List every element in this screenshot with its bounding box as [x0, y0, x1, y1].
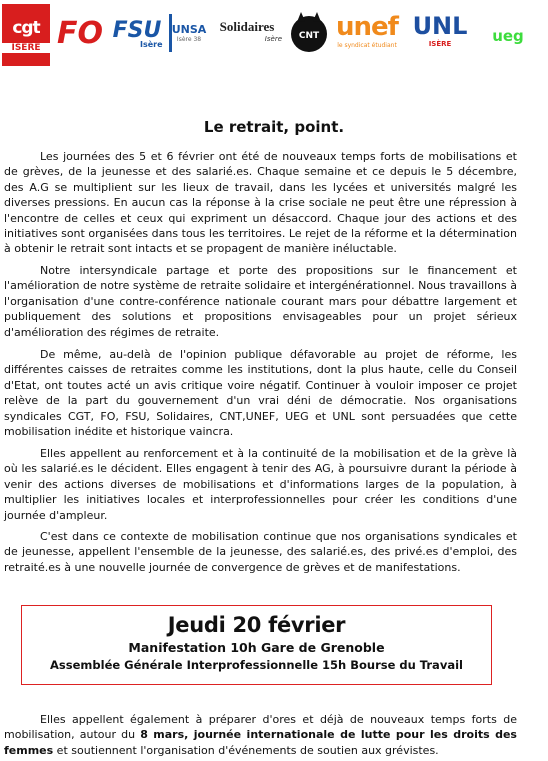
- announcement-box: [21, 605, 492, 685]
- event-date: Jeudi 20 février: [167, 613, 346, 637]
- closing-text-start: Elles appellent également à préparer d'ores et déjà de nouveaux temps forts de mobilisation, autour du: [4, 713, 517, 742]
- ueg-logo: [478, 24, 538, 48]
- unsa-logo-sub: Isère 38: [176, 36, 202, 43]
- paragraph: Elles appellent au renforcement et à la continuité de la mobilisation et de la grève là où les salarié.es le décident. Elles engagent à tenir des AG, à poursuivre durant la période à venir des actions diverses de mobilisations et d'informations larges de la population, à multiplier les initiatives locales et interprofessionnelles pour créer les conditions d'une journée d'ampleur.: [4, 447, 517, 522]
- unsa-logo: [169, 14, 206, 52]
- fsu-logo-sub: Isère: [140, 40, 163, 49]
- unl-logo: [410, 8, 470, 52]
- paragraph: De même, au-delà de l'opinion publique défavorable au projet de réforme, les différentes caisses de retraites comme les institutions, dont la plus haute, celle du Conseil d'Etat, ont toutes acté un avis critique voire négatif. Continuer à vouloir imposer ce projet relève de la part du gouvernement d'un vrai déni de démocratie. Nos organisations syndicales CGT, FO, FSU, Solidaires, CNT,UNEF, UEG et UNL sont persuadées que cette mobilisation inédite et historique vaincra.: [4, 348, 517, 439]
- svg-text:CNT: CNT: [298, 31, 320, 41]
- unef-logo: [331, 10, 403, 50]
- solidaires-logo-text: Solidaires: [219, 19, 275, 34]
- cgt-logo-text: cgt: [12, 17, 40, 38]
- cnt-cat-logo-icon: [289, 8, 329, 56]
- solidaires-logo-sub: Isère: [264, 35, 282, 43]
- cgt-logo-sub: ISERE: [2, 43, 50, 53]
- closing-paragraph: [4, 712, 517, 758]
- unef-logo-sub: le syndicat étudiant: [337, 41, 397, 49]
- unl-logo-text: UNL: [412, 12, 468, 40]
- unl-logo-sub: ISÈRE: [428, 40, 452, 48]
- fo-logo: [55, 10, 105, 56]
- ueg-logo-text: ueg: [492, 27, 524, 45]
- logo-banner: [0, 0, 548, 78]
- paragraph: C'est dans ce contexte de mobilisation continue que nos organisations syndicales et de jeunesse, appellent l'ensemble de la jeunesse, des salarié.es, des privé.es d'emploi, des retraité.es à une nouvelle journée de convergence de grèves et de manifestations.: [4, 530, 517, 574]
- cgt-logo: [2, 4, 50, 66]
- unef-logo-text: unef: [336, 11, 398, 42]
- event-demonstration: Manifestation 10h Gare de Grenoble: [128, 640, 385, 655]
- fsu-logo-text: FSU: [112, 17, 162, 43]
- paragraph: Les journées des 5 et 6 février ont été de nouveaux temps forts de mobilisations et de grèves, de la jeunesse et des salarié.es. Chaque semaine et ce depuis le 5 décembre, des A.G se multiplient sur les lieux de travail, dans les lycées et universités malgré les diverses pressions. En aucun cas la réponse à la crise sociale ne peut être une répression à l'encontre de celles et ceux qui expriment un désaccord. Chaque jour des actions et des initiatives sont organisées dans tous les territoires. Le rejet de la réforme et la détermination à obtenir le retrait sont intacts et se propagent de manière inéluctable.: [4, 150, 517, 256]
- closing-text-end: et soutiennent l'organisation d'événements de soutien aux grévistes.: [53, 743, 439, 757]
- solidaires-logo: [212, 14, 282, 48]
- unsa-logo-text: UNSA: [171, 23, 207, 36]
- event-assembly: Assemblée Générale Interprofessionnelle 15h Bourse du Travail: [50, 658, 463, 672]
- document-title: Le retrait, point.: [203, 118, 345, 136]
- fo-logo-text: FO: [57, 15, 103, 51]
- closing-highlight: 8 mars, journée internationale de lutte pour les droits des femmes: [4, 728, 517, 757]
- paragraph: Notre intersyndicale partage et porte des propositions sur le financement et l'amélioration de notre système de retraite solidaire et intergénérationnel. Nous travaillons à l'organisation d'une contre-conférence nationale courant mars pour débattre largement et publiquement des solutions et propositions envisageables pour un projet sérieux d'amélioration des régimes de retraite.: [4, 264, 517, 339]
